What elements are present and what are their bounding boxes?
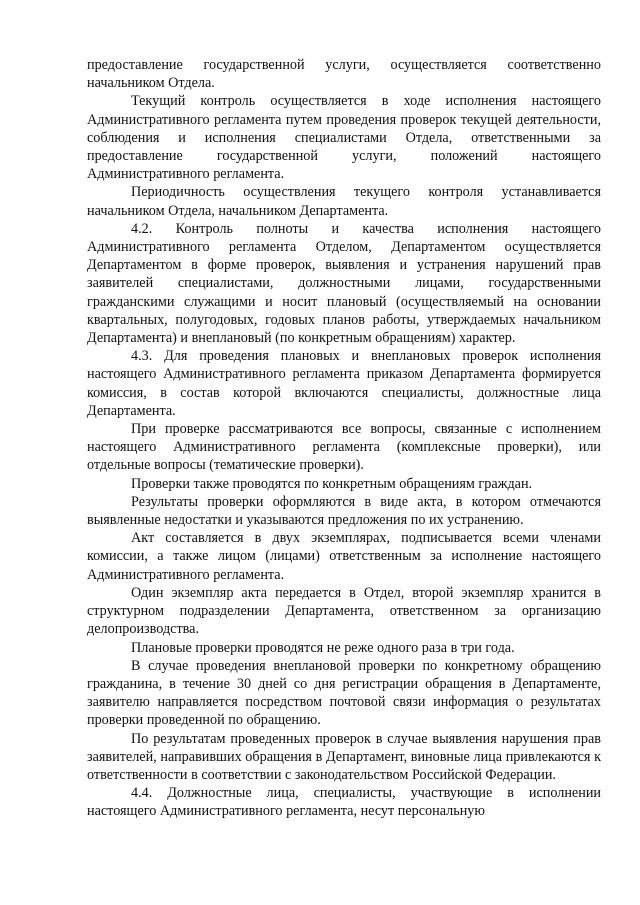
paragraph-liability: По результатам проведенных проверок в случае выявления нарушения прав заявителей, направивших обращения в Департамент, виновные лица привлекаются к ответственности в соответствии с законодательством Российской Федерации.: [87, 730, 601, 783]
paragraph-act-copies: Акт составляется в двух экземплярах, подписывается всеми членами комиссии, а также лицом (лицами) ответственным за исполнение настоящего Административного регламента.: [87, 530, 601, 583]
paragraph-citizen-appeals: Проверки также проводятся по конкретным обращениям граждан.: [131, 475, 533, 492]
paragraph-4-3: 4.3. Для проведения плановых и внеплановых проверок исполнения настоящего Административного регламента приказом Департамента формируется комиссия, в состав которой включаются специалисты, должностные лица Департамента.: [87, 348, 601, 419]
paragraph-current-control: Текущий контроль осуществляется в ходе исполнения настоящего Административного регламента путем проведения проверок текущей деятельности, соблюдения и исполнения специалистами Отдела, ответственными за предоставление государственной услуги, положений настоящего Административного регламента.: [87, 93, 601, 183]
paragraph-planned-frequency: Плановые проверки проводятся не реже одного раза в три года.: [131, 639, 515, 656]
paragraph-act-storage: Один экземпляр акта передается в Отдел, второй экземпляр хранится в структурном подразделении Департамента, ответственном за организацию делопроизводства.: [87, 584, 601, 638]
paragraph-periodicity: Периодичность осуществления текущего контроля устанавливается начальником Отдела, начальником Департамента.: [87, 184, 601, 219]
paragraph-inspection-results: Результаты проверки оформляются в виде акта, в котором отмечаются выявленные недостатки и указываются предложения по их устранению.: [87, 493, 601, 529]
document-page: [87, 56, 601, 821]
paragraph-continuation: предоставление государственной услуги, осуществляется соответственно начальником Отдела.: [87, 57, 601, 92]
paragraph-unscheduled-inspection: В случае проведения внеплановой проверки по конкретному обращению гражданина, в течение 30 дней со дня регистрации обращения в Департаменте, заявителю направляется посредством почтовой связи информация о результатах проверки проведенной по обращению.: [87, 657, 601, 729]
paragraph-4-2: 4.2. Контроль полноты и качества исполнения настоящего Административного регламента Отделом, Департаментом осуществляется Департаментом в форме проверок, выявления и устранения нарушений прав заявителей специалистами, должностными лицами, государственными гражданскими служащими и носит плановый (осуществляемый на основании квартальных, полугодовых, годовых планов работы, утверждаемых начальником Департамента) и внеплановый (по конкретным обращениям) характер.: [87, 220, 601, 347]
paragraph-inspection-scope: При проверке рассматриваются все вопросы, связанные с исполнением настоящего Административного регламента (комплексные проверки), или отдельные вопросы (тематические проверки).: [87, 421, 601, 474]
paragraph-4-4: 4.4. Должностные лица, специалисты, участвующие в исполнении настоящего Административного регламента, несут персональную: [87, 785, 601, 820]
